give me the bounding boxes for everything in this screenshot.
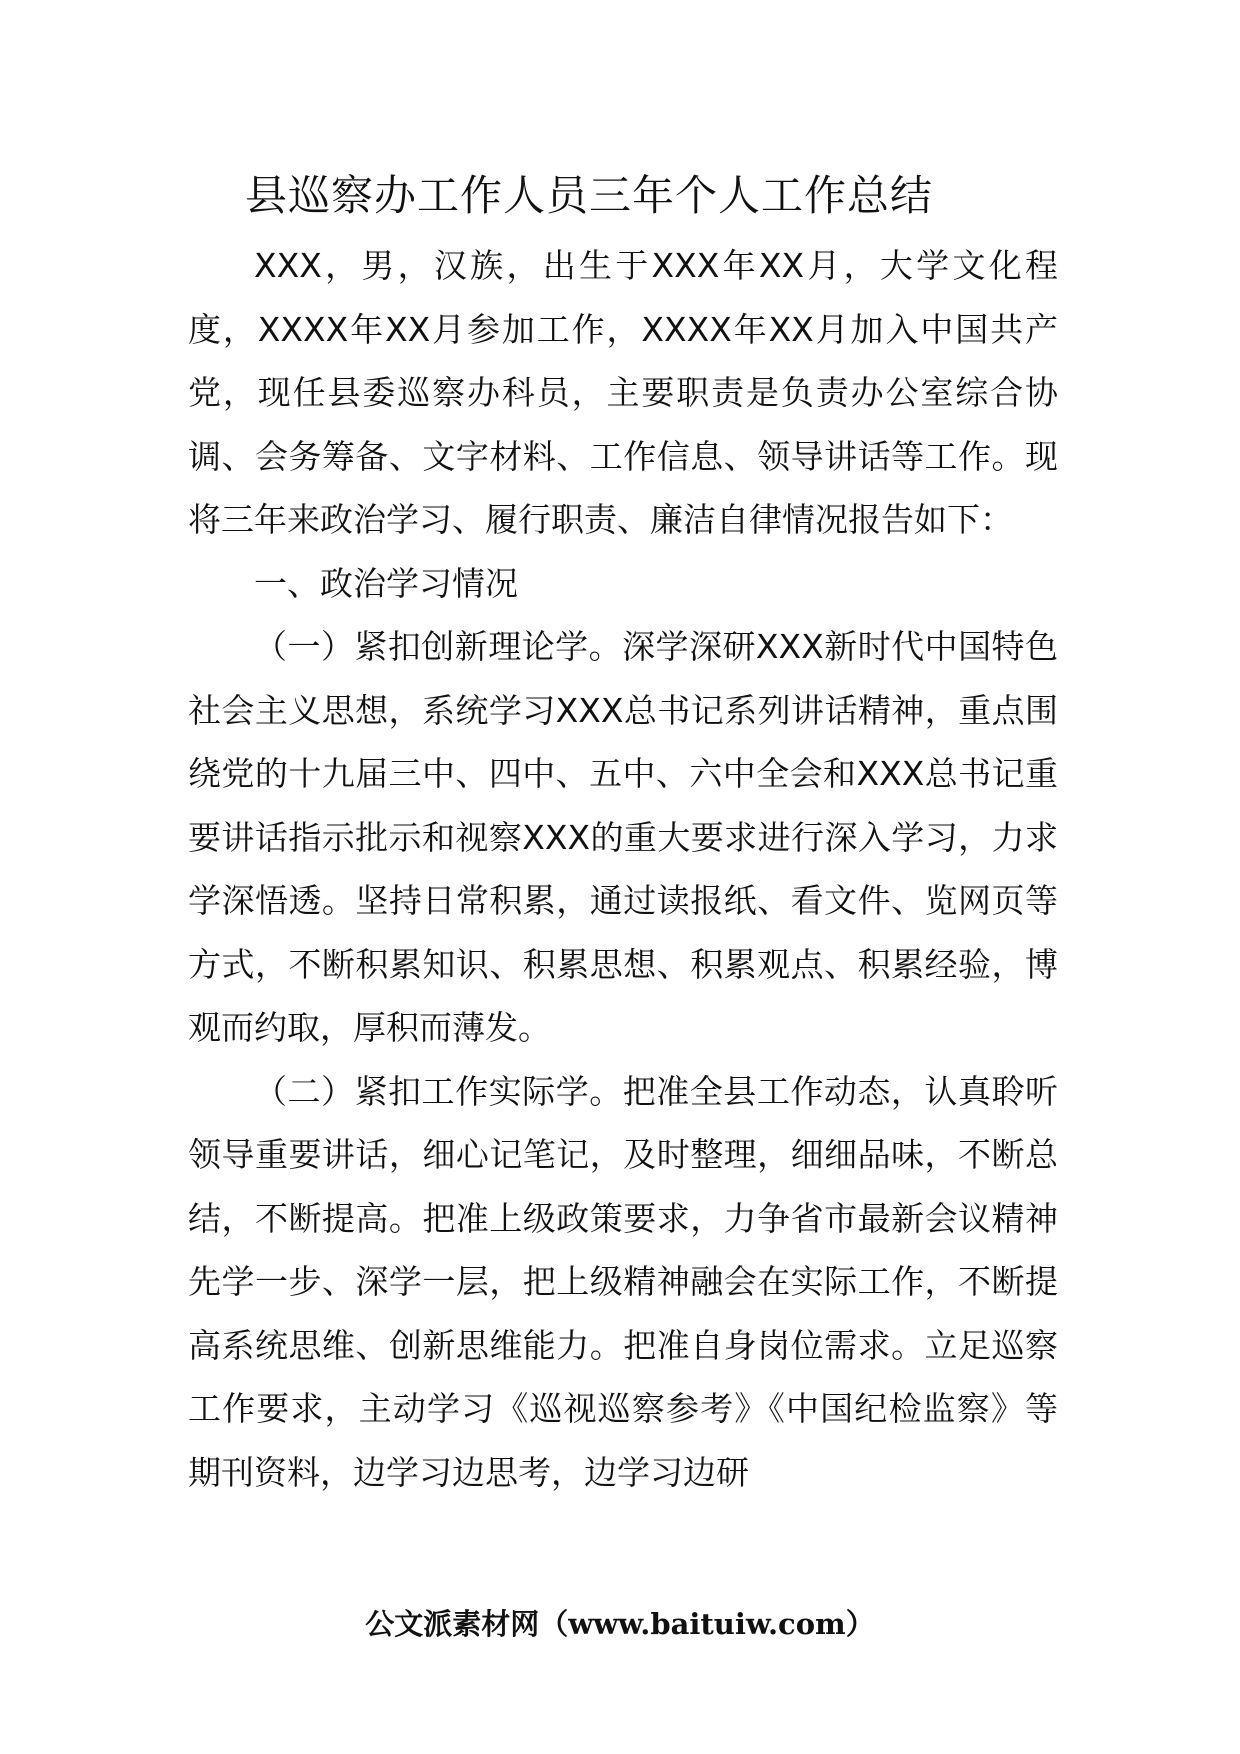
subsection-paragraph-1: （一）紧扣创新理论学。深学深研XXX新时代中国特色社会主义思想，系统学习XXX总书记系列讲话精神，重点围绕党的十九届三中、四中、五中、六中全会和XXX总书记重要讲话指示批示和视察XXX的重大要求进行深入学习，力求学深悟透。坚持日常积累，通过读报纸、看文件、览网页等方式，不断积累知识、积累思想、积累观点、积累经验，博观而约取，厚积而薄发。 <box>188 627 1058 1047</box>
document-body <box>188 234 1058 1504</box>
intro-paragraph: XXX，男，汉族，出生于XXX年XX月，大学文化程度，XXXX年XX月参加工作，XXXX年XX月加入中国共产党，现任县委巡察办科员，主要职责是负责办公室综合协调、会务筹备、文字材料、工作信息、领导讲话等工作。现将三年来政治学习、履行职责、廉洁自律情况报告如下： <box>188 246 1058 539</box>
subsection-paragraph-2: （二）紧扣工作实际学。把准全县工作动态，认真聆听领导重要讲话，细心记笔记，及时整理，细细品味，不断总结，不断提高。把准上级政策要求，力争省市最新会议精神先学一步、深学一层，把上级精神融会在实际工作，不断提高系统思维、创新思维能力。把准自身岗位需求。立足巡察工作要求，主动学习《巡视巡察参考》《中国纪检监察》等期刊资料，边学习边思考，边学习边研 <box>188 1071 1058 1492</box>
document-title: 县巡察办工作人员三年个人工作总结 <box>244 171 933 220</box>
section-heading-political-study: 一、政治学习情况 <box>254 563 518 603</box>
footer-watermark: 公文派素材网（www.baituiw.com） <box>365 1607 875 1641</box>
